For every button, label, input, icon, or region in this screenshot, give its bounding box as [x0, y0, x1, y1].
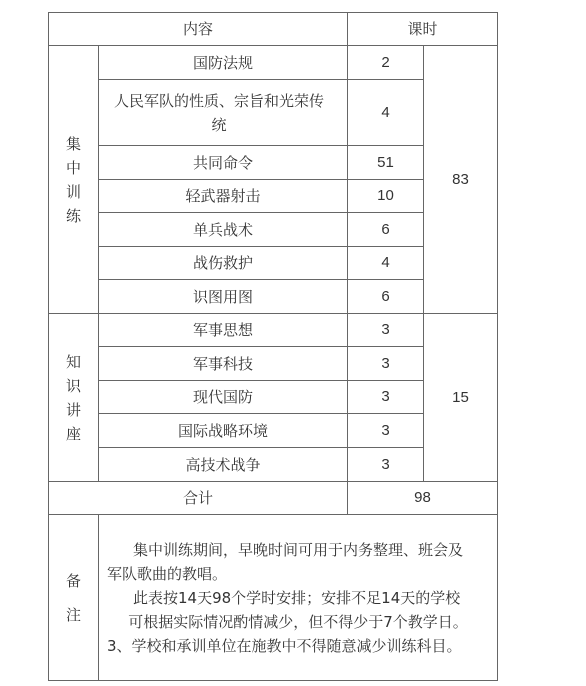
item-name: 识图用图 — [99, 280, 348, 314]
notes-label: 备 注 — [49, 515, 99, 681]
item-hours: 3 — [348, 414, 424, 448]
item-name: 现代国防 — [99, 381, 348, 414]
total-label: 合计 — [49, 482, 348, 515]
notes-row — [49, 515, 498, 681]
header-content: 内容 — [49, 13, 348, 46]
item-name: 军事科技 — [99, 347, 348, 381]
category-centralized-training: 集 中 训 练 — [49, 46, 99, 314]
total-row — [49, 482, 498, 515]
item-name: 高技术战争 — [99, 448, 348, 482]
total-value: 98 — [348, 482, 498, 515]
item-name: 军事思想 — [99, 314, 348, 347]
item-hours: 4 — [348, 247, 424, 280]
note-line: 可根据实际情况酌情减少，但不得少于7个教学日。 — [128, 612, 468, 631]
item-name: 国际战略环境 — [99, 414, 348, 448]
item-hours: 3 — [348, 347, 424, 381]
table-row — [49, 314, 498, 347]
notes-content — [99, 515, 498, 681]
note-line: 军队歌曲的教唱。 — [107, 564, 228, 583]
item-hours: 3 — [348, 448, 424, 482]
item-hours: 2 — [348, 46, 424, 80]
category-knowledge-lectures: 知 识 讲 座 — [49, 314, 99, 482]
item-hours: 3 — [348, 314, 424, 347]
item-hours: 3 — [348, 381, 424, 414]
item-name: 战伤救护 — [99, 247, 348, 280]
note-line: 3、学校和承训单位在施教中不得随意减少训练科目。 — [107, 636, 462, 655]
table-row — [49, 46, 498, 80]
subtotal: 15 — [424, 314, 498, 482]
item-name: 单兵战术 — [99, 213, 348, 247]
header-row — [49, 13, 498, 46]
note-line: 此表按14天98个学时安排；安排不足14天的学校 — [133, 588, 461, 607]
item-name: 轻武器射击 — [99, 180, 348, 213]
item-hours: 4 — [348, 80, 424, 146]
subtotal: 83 — [424, 46, 498, 314]
item-hours: 6 — [348, 213, 424, 247]
item-name: 共同命令 — [99, 146, 348, 180]
header-hours: 课时 — [348, 13, 498, 46]
item-name: 人民军队的性质、宗旨和光荣传统 — [99, 80, 348, 146]
training-schedule-table — [48, 12, 498, 681]
item-hours: 51 — [348, 146, 424, 180]
note-line: 集中训练期间，早晚时间可用于内务整理、班会及 — [133, 540, 464, 559]
item-name: 国防法规 — [99, 46, 348, 80]
item-hours: 6 — [348, 280, 424, 314]
item-hours: 10 — [348, 180, 424, 213]
